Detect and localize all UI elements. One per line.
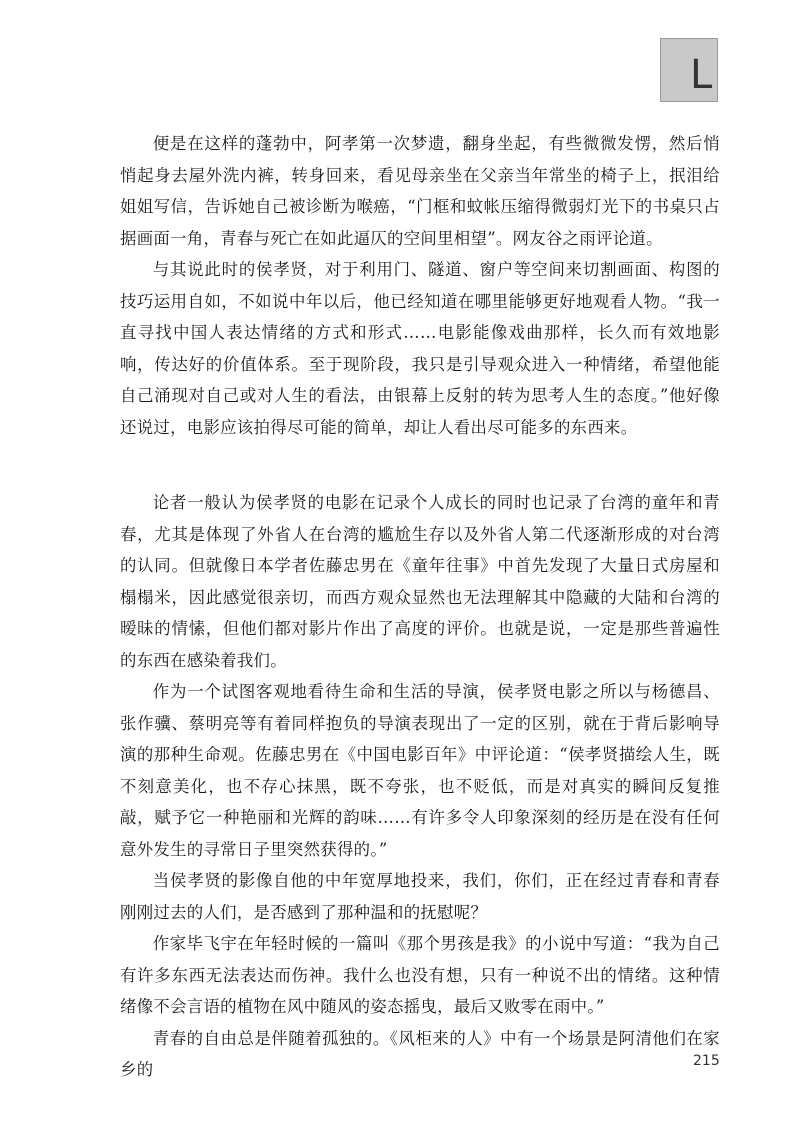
paragraph: 作家毕飞宇在年轻时候的一篇叫《那个男孩是我》的小说中写道：“我为自己有许多东西无法表达而伤神。我什么也没有想，只有一种说不出的情绪。这种情绪像不会言语的植物在风中随风的姿态摇曳，最后又败零在雨中。” <box>120 934 720 1016</box>
chapter-letter: L <box>690 52 713 98</box>
paragraph: 与其说此时的侯孝贤，对于利用门、隧道、窗户等空间来切割画面、构图的技巧运用自如，不如说中年以后，他已经知道在哪里能够更好地观看人物。“我一直寻找中国人表达情绪的方式和形式……电影能像戏曲那样，长久而有效地影响，传达好的价值体系。至于现阶段，我只是引导观众进入一种情绪，希望他能自己涌现对自己或对人生的看法，由银幕上反射的转为思考人生的态度。”他好像还说过，电影应该拍得尽可能的简单，却让人看出尽可能多的东西来。 <box>120 260 720 437</box>
paragraph: 论者一般认为侯孝贤的电影在记录个人成长的同时也记录了台湾的童年和青春，尤其是体现了外省人在台湾的尴尬生存以及外省人第二代逐渐形成的对台湾的认同。但就像日本学者佐藤忠男在《童年往事》中首先发现了大量日式房屋和榻榻米，因此感觉很亲切，而西方观众显然也无法理解其中隐藏的大陆和台湾的暧昧的情愫，但他们都对影片作出了高度的评价。也就是说，一定是那些普遍性的东西在感染着我们。 <box>120 493 720 670</box>
paragraph: 作为一个试图客观地看待生命和生活的导演，侯孝贤电影之所以与杨德昌、张作骥、蔡明亮等有着同样抱负的导演表现出了一定的区别，就在于背后影响导演的那种生命观。佐藤忠男在《中国电影百年》中评论道：“侯孝贤描绘人生，既不刻意美化，也不存心抹黑，既不夸张，也不贬低，而是对真实的瞬间反复推敲，赋予它一种艳丽和光辉的韵味……有许多令人印象深刻的经历是在没有任何意外发生的寻常日子里突然获得的。” <box>120 682 720 859</box>
text-section-1 <box>120 128 720 443</box>
text-section-2 <box>120 487 720 1086</box>
paragraph: 便是在这样的蓬勃中，阿孝第一次梦遗，翻身坐起，有些微微发愣，然后悄悄起身去屋外洗内裤，转身回来，看见母亲坐在父亲当年常坐的椅子上，抿泪给姐姐写信，告诉她自己被诊断为喉癌，“门框和蚊帐压缩得微弱灯光下的书桌只占据画面一角，青春与死亡在如此逼仄的空间里相望”。网友谷之雨评论道。 <box>120 134 720 248</box>
chapter-tab <box>660 38 718 102</box>
paragraph: 当侯孝贤的影像自他的中年宽厚地投来，我们，你们，正在经过青春和青春刚刚过去的人们，是否感到了那种温和的抚慰呢？ <box>120 871 720 922</box>
paragraph: 青春的自由总是伴随着孤独的。《风柜来的人》中有一个场景是阿清他们在家乡的 <box>120 1028 720 1079</box>
page-number: 215 <box>693 1053 720 1069</box>
